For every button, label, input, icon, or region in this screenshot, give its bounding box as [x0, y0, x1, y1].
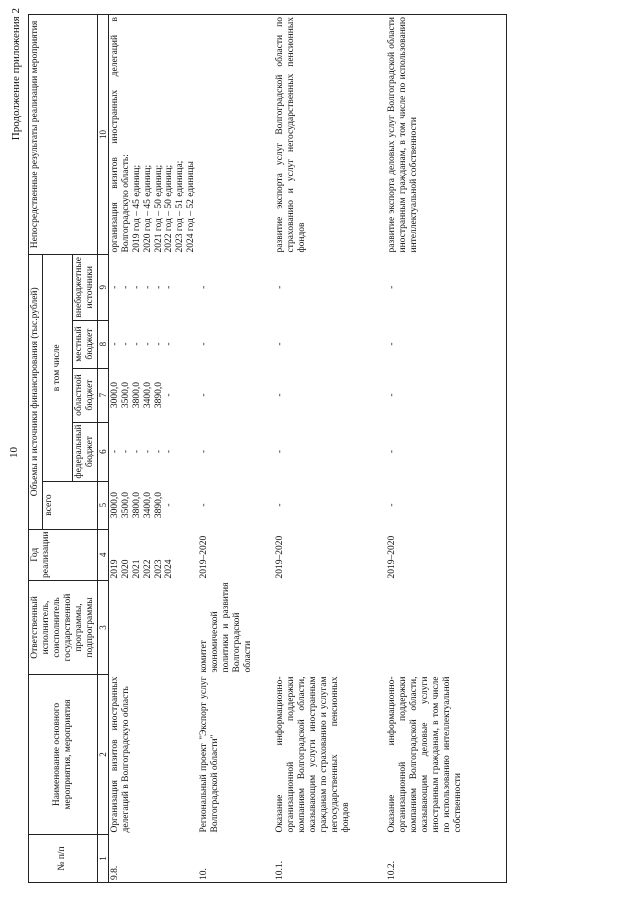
row-result: [198, 15, 274, 255]
regional-value: -: [275, 393, 286, 397]
regional-value: 3400,0: [142, 382, 153, 409]
row-executor: [274, 581, 386, 675]
table-row: [274, 15, 386, 883]
extrabudget-value: -: [153, 285, 164, 289]
year-value: 2019–2020: [199, 535, 210, 579]
year-value: 2024: [164, 559, 175, 579]
row-number: 10.2.: [386, 835, 506, 883]
extrabudget-value: -: [131, 285, 142, 289]
row-number: 10.: [198, 835, 274, 883]
local-value: -: [387, 342, 398, 346]
col-number: 5: [97, 481, 108, 529]
col-number: 6: [97, 422, 108, 481]
header-federal: федеральный бюджет: [72, 422, 97, 481]
federal-value: -: [164, 449, 175, 454]
row-number: 9.8.: [108, 835, 198, 883]
local-value: -: [120, 342, 131, 346]
extrabudget-value: -: [199, 285, 210, 289]
header-year: Год реализации: [29, 529, 98, 580]
federal-value: -: [387, 449, 398, 454]
row-extrabudget: [198, 255, 274, 321]
row-name: Организация визитов иностранных делегаций в Волгоградскую область: [109, 676, 131, 833]
regional-value: -: [199, 393, 210, 397]
row-years: [108, 529, 198, 580]
header-extrabudget: внебюджетные источники: [72, 255, 97, 321]
total-value: -: [275, 503, 286, 507]
total-value: 3500,0: [120, 492, 131, 519]
row-years: [198, 529, 274, 580]
year-value: 2023: [153, 559, 164, 579]
row-result: [386, 15, 506, 255]
row-executor: [386, 581, 506, 675]
year-value: 2020: [120, 559, 131, 579]
extrabudget-value: -: [275, 285, 286, 289]
regional-value: 3000,0: [109, 382, 120, 409]
local-value: -: [142, 342, 153, 346]
table-row: [108, 15, 198, 883]
row-result: [108, 15, 198, 255]
row-local: [198, 320, 274, 368]
header-executor: Ответственный исполнитель, соисполнитель государственной программы, подпрограммы: [29, 581, 98, 675]
regional-value: 3890,0: [153, 382, 164, 409]
row-local: [274, 320, 386, 368]
col-number: 4: [97, 529, 108, 580]
row-federal: [108, 422, 198, 481]
col-number: 10: [97, 15, 108, 255]
federal-value: -: [199, 449, 210, 454]
local-value: -: [131, 342, 142, 346]
result-line: 2023 год – 51 единица;: [175, 160, 186, 253]
extrabudget-value: -: [164, 285, 175, 289]
row-regional: [386, 368, 506, 422]
row-total: [198, 481, 274, 529]
extrabudget-value: -: [109, 285, 120, 289]
row-federal: [274, 422, 386, 481]
total-value: 3890,0: [153, 492, 164, 519]
result-line: 2019 год – 45 единиц;: [131, 164, 142, 253]
row-regional: [274, 368, 386, 422]
extrabudget-value: -: [142, 285, 153, 289]
total-value: -: [199, 503, 210, 507]
total-value: 3800,0: [131, 492, 142, 519]
header-including: в том числе: [42, 255, 72, 482]
table-row: [386, 15, 506, 883]
local-value: -: [109, 342, 120, 346]
result-line: 2020 год – 45 единиц;: [142, 164, 153, 253]
col-number: 7: [97, 368, 108, 422]
result-line: 2022 год – 50 единиц;: [164, 164, 175, 253]
col-number: 1: [97, 835, 108, 883]
table-row: [198, 15, 274, 883]
row-executor: комитет экономической политики и развития Волгоградской области: [199, 582, 253, 673]
row-total: [274, 481, 386, 529]
row-name: Оказание информационно-организационной поддержки компаниям Волгоградской области, оказывающим услуги иностранным гражданам по страхованию и услугам негосударственных пенсионных фондов: [275, 676, 351, 833]
year-value: 2019–2020: [387, 535, 398, 579]
regional-value: -: [387, 393, 398, 397]
program-table: [28, 14, 507, 883]
header-local: местный бюджет: [72, 320, 97, 368]
row-federal: [198, 422, 274, 481]
row-years: [386, 529, 506, 580]
federal-value: -: [131, 449, 142, 454]
col-number: 8: [97, 320, 108, 368]
result-text: развитие экспорта услуг Волгоградской области по страхованию и услуг негосударственных пенсионных фондов: [275, 17, 308, 253]
header-name: Наименование основного мероприятия, мероприятия: [29, 675, 98, 835]
extrabudget-value: -: [120, 285, 131, 289]
regional-value: 3800,0: [131, 382, 142, 409]
row-total: [108, 481, 198, 529]
result-text: организация визитов иностранных делегаций в Волгоградскую область:: [109, 17, 131, 253]
federal-value: -: [153, 449, 164, 454]
result-text: развитие экспорта деловых услуг Волгоградской области иностранным гражданам, в том числе по использованию интеллектуальной собственности: [387, 17, 420, 253]
row-regional: [198, 368, 274, 422]
total-value: 3000,0: [109, 492, 120, 519]
row-extrabudget: [274, 255, 386, 321]
page-number: 10: [8, 447, 20, 458]
row-years: [274, 529, 386, 580]
federal-value: -: [109, 449, 120, 454]
local-value: -: [153, 342, 164, 346]
federal-value: -: [142, 449, 153, 454]
header-regional: областной бюджет: [72, 368, 97, 422]
result-line: 2024 год – 52 единицы: [186, 161, 197, 253]
row-local: [386, 320, 506, 368]
extrabudget-value: -: [387, 285, 398, 289]
federal-value: -: [120, 449, 131, 454]
local-value: -: [199, 342, 210, 346]
year-value: 2019–2020: [275, 535, 286, 579]
row-federal: [386, 422, 506, 481]
row-local: [108, 320, 198, 368]
header-funding: Объемы и источники финансирования (тыс.рублей): [29, 255, 43, 530]
row-executor: [108, 581, 198, 675]
row-number: 10.1.: [274, 835, 386, 883]
row-total: [386, 481, 506, 529]
row-name: Региональный проект "Экспорт услуг Волгоградской области": [199, 676, 221, 833]
header-total: всего: [42, 481, 97, 529]
total-value: 3400,0: [142, 492, 153, 519]
total-value: -: [164, 503, 175, 507]
federal-value: -: [275, 449, 286, 454]
col-number: 3: [97, 581, 108, 675]
row-name: Оказание информационно-организационной поддержки компаниям Волгоградской области, оказывающим деловые услуги иностранным гражданам, в том числе по использованию интеллектуальной собственности: [386, 675, 506, 835]
continuation-note: Продолжение приложения 2: [10, 8, 22, 141]
row-extrabudget: [386, 255, 506, 321]
col-number: 9: [97, 255, 108, 321]
local-value: -: [275, 342, 286, 346]
year-value: 2022: [142, 559, 153, 579]
total-value: -: [387, 503, 398, 507]
col-number: 2: [97, 675, 108, 835]
row-result: [274, 15, 386, 255]
regional-value: 3500,0: [120, 382, 131, 409]
result-line: 2021 год – 50 единиц;: [153, 164, 164, 253]
row-extrabudget: [108, 255, 198, 321]
year-value: 2019: [109, 559, 120, 579]
row-regional: [108, 368, 198, 422]
year-value: 2021: [131, 559, 142, 579]
header-result: Непосредственные результаты реализации мероприятия: [29, 15, 98, 255]
header-no: № п/п: [29, 835, 98, 883]
regional-value: -: [164, 393, 175, 397]
local-value: -: [164, 342, 175, 346]
